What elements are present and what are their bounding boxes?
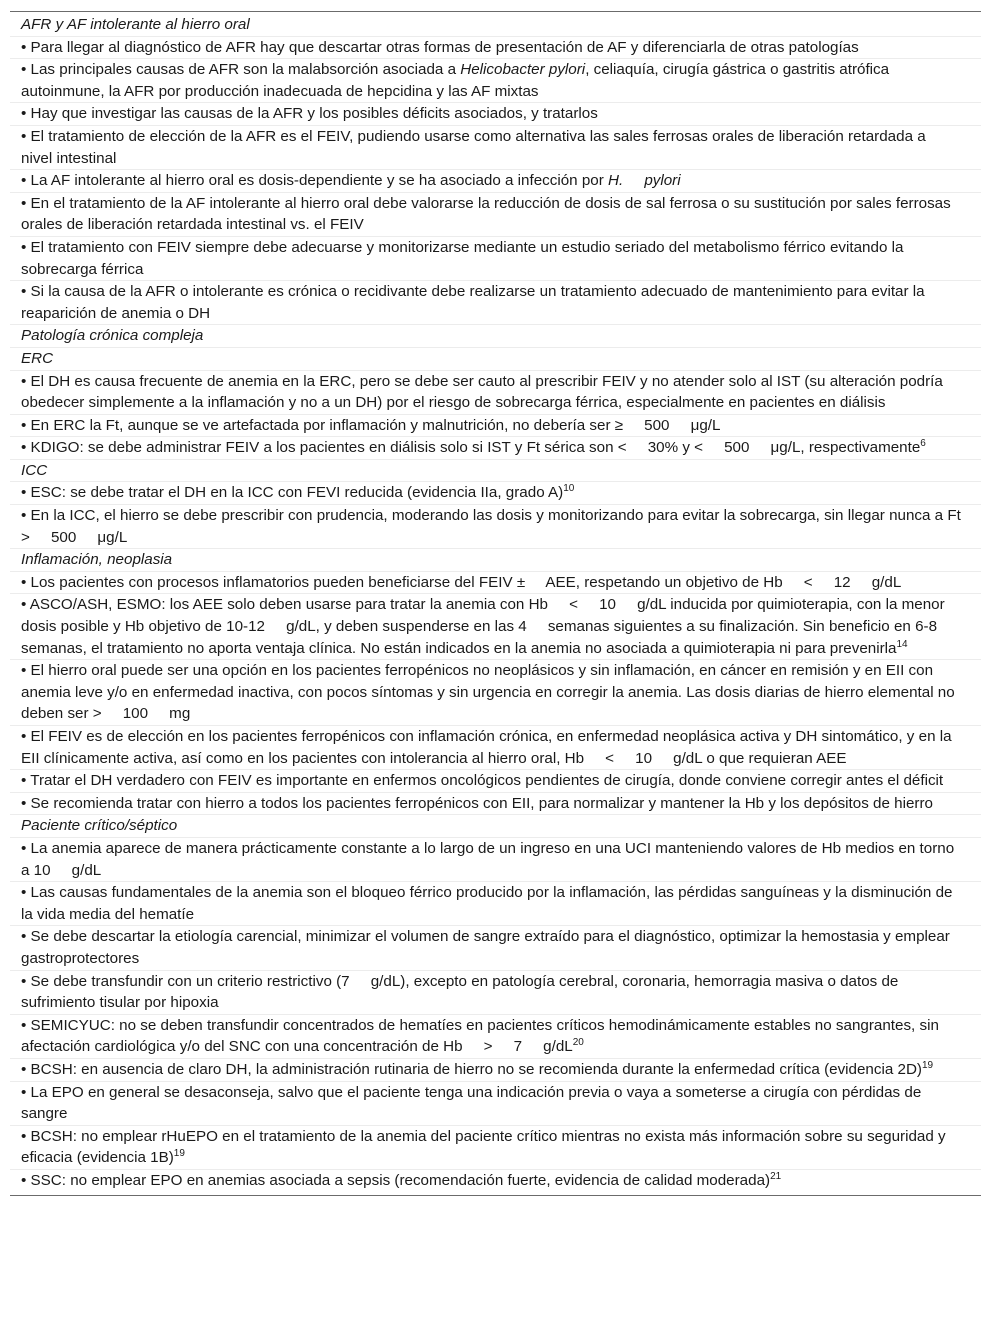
row-text: • El tratamiento con FEIV siempre debe adecuarse y monitorizarse mediante un estudio seriado del metabolismo férrico evitando la sobrecarga férrica [21,238,908,278]
section-heading [10,325,981,348]
row-text: • El FEIV es de elección en los pacientes ferropénicos con inflamación crónica, en enfermedad neoplásica activa y DH sintomático, y en la EII clínicamente activa, así como en los pacientes con intolerancia al hierro oral, Hb < 10 g/dL o que requieran AEE [21,728,956,767]
bullet-item [10,1015,981,1059]
bullet-item [10,482,981,505]
row-text: • Las causas fundamentales de la anemia son el bloqueo férrico producido por la inflamación, las pérdidas sanguíneas y la disminución de la vida media del hematíe [21,884,957,923]
bullet-item [10,437,981,460]
row-text: Patología crónica compleja [21,327,204,345]
reference-superscript: 21 [770,1170,782,1182]
row-text: Inflamación, neoplasia [21,551,173,569]
bullet-item [10,193,981,237]
row-text: • BCSH: en ausencia de claro DH, la administración rutinaria de hierro no se recomienda durante la enfermedad crítica (evidencia 2D) [21,1060,922,1078]
row-text: • Si la causa de la AFR o intolerante es crónica o recidivante debe realizarse un tratamiento adecuado de mantenimiento para evitar la reaparición de anemia o DH [21,283,929,322]
recommendations-table [10,11,981,1196]
row-text: • La EPO en general se desaconseja, salvo que el paciente tenga una indicación previa o vaya a someterse a cirugía con pérdidas de sangre [21,1083,926,1123]
bullet-item [10,59,981,103]
bullet-item [10,103,981,126]
section-heading [10,348,981,371]
row-text: • Hay que investigar las causas de la AFR y los posibles déficits asociados, y tratarlos [21,105,598,123]
bullet-item [10,926,981,970]
reference-superscript: 19 [922,1059,934,1071]
row-text: ERC [21,349,54,367]
bullet-item [10,793,981,816]
reference-superscript: 14 [896,638,908,650]
row-text: • Tratar el DH verdadero con FEIV es importante en enfermos oncológicos pendientes de cirugía, donde conviene corregir antes el déficit [21,772,944,790]
row-text: ICC [21,461,48,479]
bullet-item [10,237,981,281]
reference-superscript: 10 [563,483,575,495]
bullet-item [10,1126,981,1170]
row-text: • En ERC la Ft, aunque se ve artefactada por inflamación y malnutrición, no debería ser ≥ 500 μg/L [21,416,721,434]
row-text: • El DH es causa frecuente de anemia en la ERC, pero se debe ser cauto al prescribir FEIV y no atender solo al IST (su alteración podría obedecer simplemente a la inflamación y no a un DH) por el riesgo de sobrecarga férrica, especialmente en pacientes en diálisis [21,372,948,412]
section-heading [10,549,981,572]
row-text: Paciente crítico/séptico [21,817,178,835]
bullet-item [10,281,981,325]
reference-superscript: 20 [572,1037,584,1049]
row-text: • SSC: no emplear EPO en anemias asociada a sepsis (recomendación fuerte, evidencia de calidad moderada) [21,1171,771,1189]
reference-superscript: 6 [920,438,926,450]
row-text: , celiaquía, cirugía gástrica o gastritis atrófica autoinmune, la AFR por producción inadecuada de hepcidina y las AF mixtas [21,61,894,100]
bullet-item [10,371,981,415]
row-text: • BCSH: no emplear rHuEPO en el tratamiento de la anemia del paciente crítico mientras no exista más información sobre su seguridad y eficacia (evidencia 1B) [21,1127,950,1167]
bullet-item [10,37,981,60]
row-text: • Se debe transfundir con un criterio restrictivo (7 g/dL), excepto en patología cerebral, coronaria, hemorragia masiva o datos de sufrimiento tisular por hipoxia [21,972,903,1012]
section-heading [10,815,981,838]
section-heading [10,14,981,37]
section-heading [10,460,981,483]
bullet-item [10,726,981,770]
row-text: • Los pacientes con procesos inflamatorios pueden beneficiarse del FEIV ± AEE, respetando un objetivo de Hb < 12 g/dL [21,573,902,591]
bullet-item [10,1170,981,1192]
bullet-item [10,770,981,793]
bullet-item [10,594,981,660]
row-text: • Se debe descartar la etiología carencial, minimizar el volumen de sangre extraído para el diagnóstico, optimizar la hemostasia y emplear gastroprotectores [21,928,955,967]
row-text: • Para llegar al diagnóstico de AFR hay que descartar otras formas de presentación de AF y diferenciarla de otras patologías [21,38,859,56]
bullet-item [10,505,981,549]
row-text: • El hierro oral puede ser una opción en los pacientes ferropénicos no neoplásicos y sin inflamación, en cáncer en remisión y en EII con anemia leve y/o en enfermedad inactiva, con pocos síntomas y sin urgencia en corregir la anemia. Las dosis diarias de hierro elemental no deben ser > 100 mg [21,662,959,723]
row-text: • La AF intolerante al hierro oral es dosis-dependiente y se ha asociado a infección por [21,172,609,190]
reference-superscript: 19 [173,1148,185,1160]
bullet-item [10,415,981,438]
bullet-item [10,1082,981,1126]
row-text: • El tratamiento de elección de la AFR es el FEIV, pudiendo usarse como alternativa las sales ferrosas orales de liberación retardada a nivel intestinal [21,127,930,167]
bullet-item [10,170,981,193]
row-text: • Se recomienda tratar con hierro a todos los pacientes ferropénicos con EII, para normalizar y mantener la Hb y los depósitos de hierro [21,794,933,812]
bullet-item [10,572,981,595]
row-text: • ESC: se debe tratar el DH en la ICC con FEVI reducida (evidencia IIa, grado A) [21,484,564,502]
bullet-item [10,1059,981,1082]
bullet-item [10,660,981,726]
row-text: • Las principales causas de AFR son la malabsorción asociada a [21,61,461,79]
bullet-item [10,882,981,926]
bullet-item [10,126,981,170]
italic-term: Helicobacter pylori [460,61,586,79]
row-text: • En la ICC, el hierro se debe prescribir con prudencia, moderando las dosis y monitorizando para evitar la sobrecarga, sin llegar nunca a Ft > 500 μg/L [21,507,982,546]
row-text: • ASCO/ASH, ESMO: los AEE solo deben usarse para tratar la anemia con Hb < 10 g/dL inducida por quimioterapia, con la menor dosis posible y Hb objetivo de 10-12 g/dL, y deben suspenderse en las 4 semanas siguientes a su finalización. Sin beneficio en 6-8 semanas, el tratamiento no aporta ventaja clínica. No están indicados en la anemia no asociada a quimioterapia ni para prevenirla [21,596,959,657]
row-text: • SEMICYUC: no se deben transfundir concentrados de hematíes en pacientes críticos hemodinámicamente estables no sangrantes, sin afectación cardiológica y/o del SNC con una concentración de Hb > 7 g/dL [21,1016,944,1056]
row-text: • KDIGO: se debe administrar FEIV a los pacientes en diálisis solo si IST y Ft sérica son < 30% y < 500 μg/L, respectivamente [21,439,921,457]
row-text: • La anemia aparece de manera prácticamente constante a lo largo de un ingreso en una UCI manteniendo valores de Hb medios en torno a 10 g/dL [21,839,959,879]
row-text: AFR y AF intolerante al hierro oral [21,16,250,33]
italic-term: H. pylori [608,172,681,190]
bullet-item [10,971,981,1015]
row-text: • En el tratamiento de la AF intolerante al hierro oral debe valorarse la reducción de dosis de sal ferrosa o su sustitución por sales ferrosas orales de liberación retardada intestinal vs. el FEIV [21,194,955,234]
bullet-item [10,838,981,882]
